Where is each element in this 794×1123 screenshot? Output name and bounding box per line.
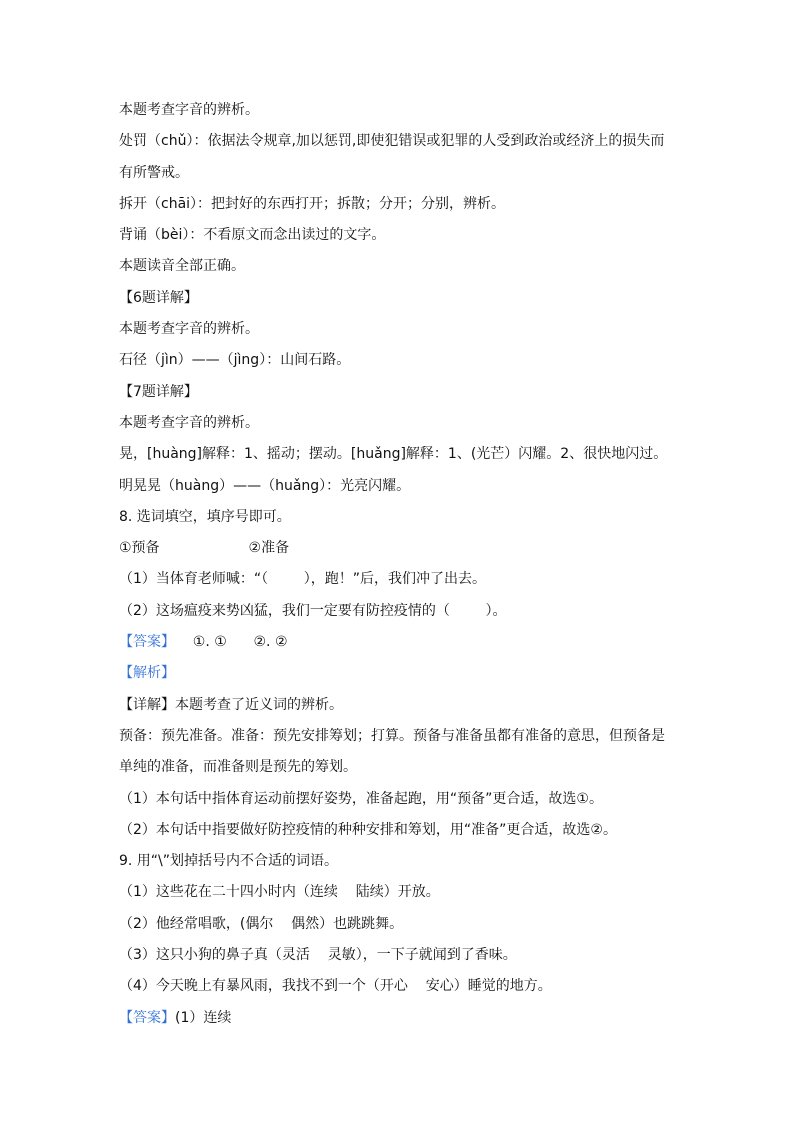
text-line (119, 690, 679, 721)
text-line (119, 345, 679, 376)
text-line (119, 940, 679, 971)
text-line (119, 564, 679, 595)
section-heading (119, 377, 679, 408)
options-line (119, 533, 679, 564)
question-title (119, 846, 679, 877)
line-text: 本题考查字音的辨析。 (119, 414, 259, 431)
text-line (119, 721, 679, 752)
line-text: （4）今天晚上有暴风雨，我找不到一个（开心 安心）睡觉的地方。 (119, 978, 552, 995)
line-text: 拆开（chāi）：把封好的东西打开；拆散；分开；分别，辨析。 (119, 195, 506, 212)
line-text: 本题考查字音的辨析。 (119, 321, 259, 338)
line-text: 预备：预先准备。准备：预先安排筹划；打算。预备与准备虽都有准备的意思，但预备是 (119, 727, 665, 744)
answer-line (119, 627, 679, 658)
line-text: 石径（jìn）——（jìng）：山间石路。 (119, 352, 351, 369)
text-line (119, 158, 679, 189)
line-text: 【详解】本题考查了近义词的辨析。 (119, 696, 343, 713)
answer-label: 【答案】 (119, 1009, 175, 1026)
line-text: 本题读音全部正确。 (119, 258, 245, 275)
line-text: （1）本句话中指体育运动前摆好姿势，准备起跑，用“预备”更合适，故选①。 (119, 790, 603, 807)
line-text: （2）他经常唱歌，(偶尔 偶然）也跳跳舞。 (119, 915, 404, 932)
text-line (119, 815, 679, 846)
text-line (119, 189, 679, 220)
answer-label: 【答案】 (119, 634, 175, 651)
answer-value: (1）连续 (175, 1009, 232, 1026)
analysis-label: 【解析】 (119, 665, 175, 682)
line-text: （2）本句话中指要做好防控疫情的种种安排和筹划，用“准备”更合适，故选②。 (119, 821, 617, 838)
line-text: 本题考查字音的辨析。 (119, 102, 259, 118)
line-text: （1）当体育老师喊：“（ ），跑！”后，我们冲了出去。 (119, 571, 487, 588)
line-text: 晃，[huàng]解释：1、摇动；摆动。[huǎng]解释：1、(光芒）闪耀。2、很快地闪过。 (119, 446, 668, 463)
document-body (119, 95, 679, 1034)
text-line (119, 471, 679, 502)
line-text: （2）这场瘟疫来势凶猛，我们一定要有防控疫情的（ ）。 (119, 602, 507, 619)
answer-value: ①. ① ②. ② (175, 634, 288, 651)
line-text: （1）这些花在二十四小时内（连续 陆续）开放。 (119, 884, 440, 901)
heading-text: 【6题详解】 (119, 289, 198, 306)
options-text: ①预备 ②准备 (119, 540, 290, 557)
text-line (119, 784, 679, 815)
text-line (119, 95, 679, 126)
question-text: 8. 选词填空，填序号即可。 (119, 508, 291, 525)
line-text: 明晃晃（huàng）——（huǎng）：光亮闪耀。 (119, 477, 411, 494)
line-text: （3）这只小狗的鼻子真（灵活 灵敏），一下子就闻到了香味。 (119, 947, 517, 964)
text-line (119, 408, 679, 439)
text-line (119, 439, 679, 470)
line-text: 单纯的准备，而准备则是预先的筹划。 (119, 759, 357, 776)
text-line (119, 596, 679, 627)
text-line (119, 877, 679, 908)
question-text: 9. 用“\”划掉括号内不合适的词语。 (119, 853, 339, 870)
text-line (119, 752, 679, 783)
answer-line (119, 1003, 679, 1034)
analysis-line (119, 658, 679, 689)
text-line (119, 971, 679, 1002)
text-line (119, 314, 679, 345)
text-line (119, 909, 679, 940)
heading-text: 【7题详解】 (119, 383, 198, 400)
line-text: 有所警戒。 (119, 164, 189, 181)
section-heading (119, 283, 679, 314)
text-line (119, 251, 679, 282)
line-text: 处罚（chǔ）：依据法令规章,加以惩罚,即使犯错误或犯罪的人受到政治或经济上的损失而 (119, 133, 665, 150)
text-line (119, 220, 679, 251)
line-text: 背诵（bèi）：不看原文而念出读过的文字。 (119, 227, 386, 244)
question-title (119, 502, 679, 533)
text-line (119, 126, 679, 157)
